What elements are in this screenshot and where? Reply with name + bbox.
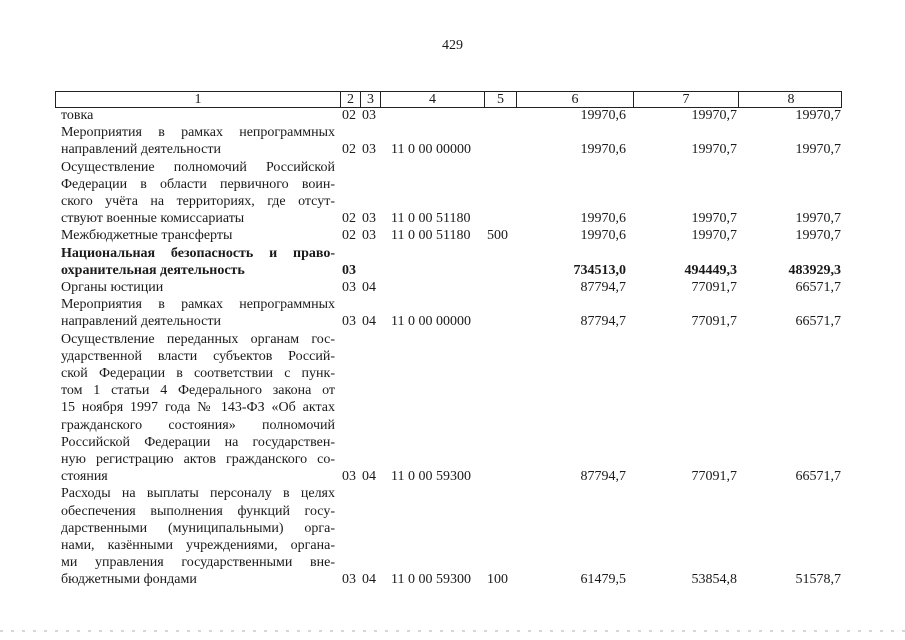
subsection-code: 04 (362, 314, 376, 330)
row-name-line: 15 ноября 1997 года № 143-ФЗ «Об актах (61, 400, 335, 416)
row-name-line: ствуют военные комиссариаты (61, 211, 245, 227)
value-col-6: 19970,6 (580, 211, 626, 227)
subsection-code: 04 (362, 572, 376, 588)
row-name-line: ми управления государственными вне- (61, 555, 335, 571)
table-header (55, 91, 842, 108)
value-col-7: 494449,3 (684, 262, 737, 278)
row-name (61, 485, 335, 588)
scan-artifact (0, 630, 905, 632)
table-row (0, 124, 905, 158)
table-row (0, 227, 905, 244)
value-col-6: 87794,7 (580, 314, 626, 330)
row-name-line: ского учёта на территориях, где отсут- (61, 194, 335, 209)
row-name-line: ную регистрацию актов гражданского со- (61, 452, 335, 468)
row-name-line: охранительная деятельность (61, 262, 245, 278)
row-name-line: гражданского состояния» полномочий (61, 417, 335, 433)
row-name (61, 296, 335, 330)
row-name-line: Федерации в области первичного воин- (61, 176, 335, 192)
row-name (61, 227, 335, 244)
value-col-7: 19970,7 (691, 142, 737, 158)
header-col-5: 5 (485, 92, 517, 107)
value-col-6: 19970,6 (580, 142, 626, 158)
section-code: 03 (342, 280, 356, 295)
value-col-6: 87794,7 (580, 469, 626, 485)
section-code: 03 (342, 469, 356, 485)
value-col-7: 77091,7 (691, 280, 737, 295)
subsection-code: 04 (362, 469, 376, 485)
row-name-line: Расходы на выплаты персоналу в целях (61, 486, 335, 502)
value-col-6: 734513,0 (573, 262, 626, 278)
row-name-line: нами, казёнными учреждениями, органа- (61, 538, 335, 553)
subsection-code: 03 (362, 108, 376, 123)
value-col-8: 19970,7 (795, 211, 841, 227)
row-name (61, 331, 335, 486)
row-name-line: направлений деятельности (61, 142, 221, 158)
target-article-code: 11 0 00 00000 (391, 314, 471, 330)
subsection-code: 03 (362, 142, 376, 158)
header-col-3: 3 (361, 92, 381, 107)
row-name-line: Мероприятия в рамках непрограммных (61, 125, 335, 141)
section-code: 03 (342, 572, 356, 588)
row-name (61, 245, 335, 279)
section-code: 02 (342, 211, 356, 227)
target-article-code: 11 0 00 59300 (391, 572, 471, 588)
header-col-4: 4 (381, 92, 485, 107)
value-col-8: 51578,7 (795, 572, 841, 588)
row-name-line: Межбюджетные трансферты (61, 228, 233, 244)
row-name-line: Российской Федерации на государствен- (61, 434, 335, 450)
value-col-8: 66571,7 (795, 314, 841, 330)
value-col-8: 483929,3 (788, 262, 841, 278)
value-col-6: 87794,7 (580, 280, 626, 295)
row-name (61, 159, 335, 228)
value-col-6: 19970,6 (580, 108, 626, 123)
expense-type-code: 500 (487, 228, 508, 244)
table-row (0, 245, 905, 279)
row-name (61, 279, 335, 296)
header-col-8: 8 (787, 92, 795, 107)
table-row (0, 279, 905, 296)
row-name-line: товка (61, 108, 94, 123)
value-col-7: 19970,7 (691, 228, 737, 244)
value-col-6: 61479,5 (580, 572, 626, 588)
row-name (61, 107, 335, 124)
value-col-8: 19970,7 (795, 142, 841, 158)
target-article-code: 11 0 00 51180 (391, 228, 471, 244)
value-col-7: 77091,7 (691, 469, 737, 485)
value-col-8: 66571,7 (795, 280, 841, 295)
value-col-7: 77091,7 (691, 314, 737, 330)
table-row (0, 485, 905, 588)
section-code: 02 (342, 142, 356, 158)
section-code: 03 (342, 262, 356, 278)
section-code: 02 (342, 228, 356, 244)
row-name-line: ской Федерации в соответствии с пунк- (61, 366, 335, 381)
row-name-line: Национальная безопасность и право- (61, 245, 335, 261)
section-code: 03 (342, 314, 356, 330)
row-name-line: Мероприятия в рамках непрограммных (61, 297, 335, 313)
header-col-6: 6 (517, 92, 634, 107)
value-col-8: 19970,7 (795, 108, 841, 123)
value-col-7: 19970,7 (691, 108, 737, 123)
subsection-code: 04 (362, 280, 376, 295)
row-name-line: Органы юстиции (61, 280, 164, 295)
row-name-line: ударственной власти субъектов Россий- (61, 348, 335, 364)
row-name-line: Осуществление переданных органам гос- (61, 331, 335, 347)
subsection-code: 03 (362, 228, 376, 244)
page-number: 429 (442, 38, 463, 53)
subsection-code: 03 (362, 211, 376, 227)
table-row (0, 296, 905, 330)
table-row (0, 159, 905, 228)
expense-type-code: 100 (487, 572, 508, 588)
header-col-2: 2 (341, 92, 361, 107)
row-name-line: направлений деятельности (61, 314, 221, 330)
row-name-line: дарственными (муниципальными) орга- (61, 520, 335, 536)
target-article-code: 11 0 00 00000 (391, 142, 471, 158)
row-name-line: обеспечения выполнения функций госу- (61, 503, 335, 519)
row-name-line: бюджетными фондами (61, 572, 197, 588)
value-col-8: 19970,7 (795, 228, 841, 244)
row-name-line: том 1 статьи 4 Федерального закона от (61, 383, 335, 399)
header-col-7: 7 (634, 92, 739, 107)
target-article-code: 11 0 00 51180 (391, 211, 471, 227)
value-col-8: 66571,7 (795, 469, 841, 485)
value-col-7: 19970,7 (691, 211, 737, 227)
value-col-6: 19970,6 (580, 228, 626, 244)
row-name (61, 124, 335, 158)
table-row (0, 107, 905, 124)
target-article-code: 11 0 00 59300 (391, 469, 471, 485)
header-col-1: 1 (56, 92, 341, 107)
table-row (0, 331, 905, 486)
row-name-line: Осуществление полномочий Российской (61, 159, 335, 175)
row-name-line: стояния (61, 469, 108, 485)
section-code: 02 (342, 108, 356, 123)
value-col-7: 53854,8 (691, 572, 737, 588)
